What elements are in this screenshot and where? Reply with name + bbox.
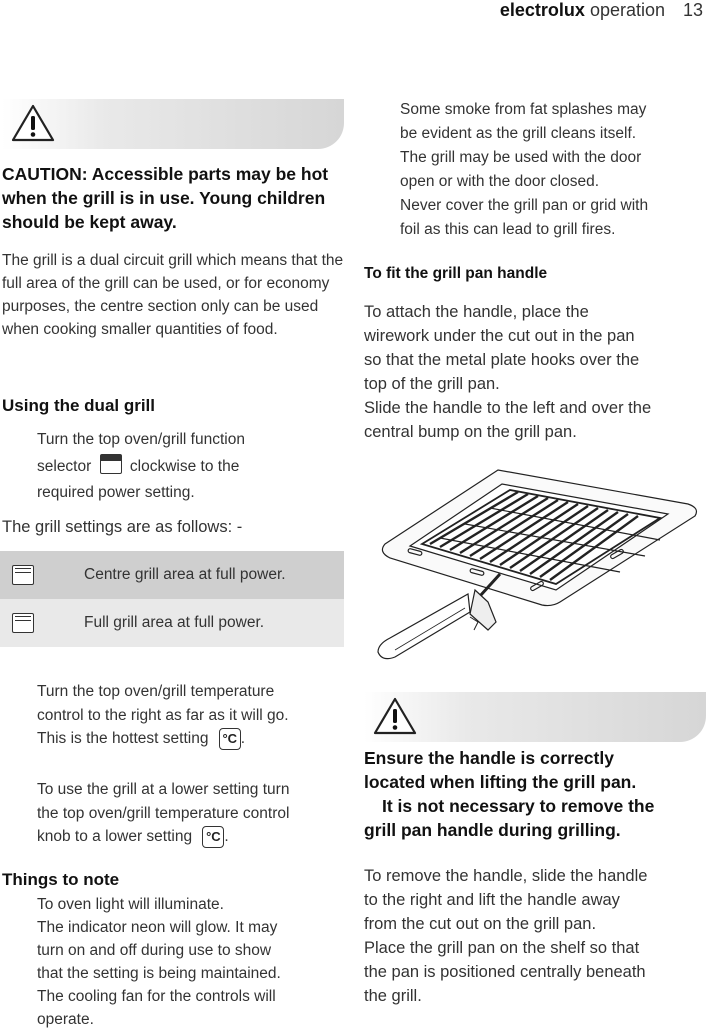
remove-line: the pan is positioned centrally beneath bbox=[364, 963, 646, 981]
lower-line-3: knob to a lower setting °C . bbox=[37, 825, 229, 848]
handle-line: wirework under the cut out in the pan bbox=[364, 327, 635, 345]
grill-pan-illustration bbox=[370, 462, 705, 667]
note-line: To oven light will illuminate. bbox=[37, 896, 224, 913]
handle-line: top of the grill pan. bbox=[364, 375, 500, 393]
brand-name: electrolux bbox=[499, 0, 585, 20]
settings-intro: The grill settings are as follows: - bbox=[2, 518, 243, 536]
centre-grill-icon bbox=[12, 565, 34, 585]
dual-grill-line-2a: selector bbox=[37, 458, 92, 475]
note-line: operate. bbox=[37, 1011, 94, 1028]
warning-line: Ensure the handle is correctly bbox=[364, 748, 614, 768]
warning-line: It is not necessary to remove the bbox=[382, 796, 655, 816]
temp-line-3-text: This is the hottest setting bbox=[37, 730, 209, 747]
note-line: turn on and off during use to show bbox=[37, 942, 272, 959]
caution-text: CAUTION: Accessible parts may be hot when the grill is in use. Young children should be kept away. bbox=[2, 164, 329, 232]
page-number: 13 bbox=[682, 0, 703, 20]
note-line: foil as this can lead to grill fires. bbox=[400, 221, 616, 238]
handle-line: To attach the handle, place the bbox=[364, 303, 589, 321]
temp-line-2: control to the right as far as it will go. bbox=[37, 707, 289, 724]
lower-line-3-text: knob to a lower setting bbox=[37, 828, 193, 845]
grill-settings-table bbox=[0, 551, 344, 647]
note-line: The indicator neon will glow. It may bbox=[37, 919, 278, 936]
handle-line: Slide the handle to the left and over the bbox=[364, 399, 652, 417]
remove-line: from the cut out on the grill pan. bbox=[364, 915, 597, 933]
dual-grill-line-3: required power setting. bbox=[37, 484, 195, 501]
remove-line: the grill. bbox=[364, 987, 422, 1005]
note-line: The grill may be used with the door bbox=[400, 149, 642, 166]
note-line: Never cover the grill pan or grid with bbox=[400, 197, 649, 214]
grill-setting-label: Full grill area at full power. bbox=[84, 614, 265, 631]
notes-continued bbox=[400, 98, 705, 242]
remove-line: Place the grill pan on the shelf so that bbox=[364, 939, 640, 957]
dual-grill-line-2 bbox=[37, 455, 239, 478]
handle-line: so that the metal plate hooks over the bbox=[364, 351, 640, 369]
notes-list bbox=[37, 893, 342, 1031]
section-name: operation bbox=[589, 0, 665, 20]
remove-line: to the right and lift the handle away bbox=[364, 891, 620, 909]
intro-paragraph: The grill is a dual circuit grill which means that the full area of the grill can be used, or for economy purposes, the centre section only can be used when cooking smaller quantities of food. bbox=[2, 252, 344, 338]
full-grill-icon bbox=[12, 613, 34, 633]
note-line: that the setting is being maintained. bbox=[37, 965, 281, 982]
remove-line: To remove the handle, slide the handle bbox=[364, 867, 648, 885]
handle-heading: To fit the grill pan handle bbox=[364, 265, 548, 282]
note-line: The cooling fan for the controls will bbox=[37, 988, 276, 1005]
temp-line-3: This is the hottest setting °C . bbox=[37, 727, 245, 750]
things-to-note-heading: Things to note bbox=[2, 870, 120, 889]
grill-setting-row bbox=[0, 551, 344, 599]
lower-line-1: To use the grill at a lower setting turn bbox=[37, 781, 290, 798]
warning-icon bbox=[10, 103, 56, 143]
warning-icon bbox=[372, 696, 418, 736]
lower-line-2: the top oven/grill temperature control bbox=[37, 805, 290, 822]
temperature-icon: °C bbox=[202, 826, 224, 848]
handle-warning-text bbox=[364, 746, 706, 842]
remove-handle-instructions bbox=[364, 864, 706, 1008]
grill-setting-row bbox=[0, 599, 344, 647]
note-line: be evident as the grill cleans itself. bbox=[400, 125, 637, 142]
handle-instructions bbox=[364, 300, 704, 444]
dual-grill-line-1: Turn the top oven/grill function bbox=[37, 431, 245, 448]
warning-line: located when lifting the grill pan. bbox=[364, 772, 637, 792]
warning-line: grill pan handle during grilling. bbox=[364, 820, 621, 840]
handle-line: central bump on the grill pan. bbox=[364, 423, 577, 441]
caution-banner bbox=[2, 99, 344, 149]
temperature-icon: °C bbox=[219, 728, 241, 750]
grill-setting-label: Centre grill area at full power. bbox=[84, 566, 286, 583]
warning-banner bbox=[364, 692, 706, 742]
dual-grill-heading: Using the dual grill bbox=[2, 396, 156, 415]
page-header bbox=[500, 0, 665, 22]
dual-grill-line-2b: clockwise to the bbox=[129, 458, 240, 475]
note-line: open or with the door closed. bbox=[400, 173, 600, 190]
note-line: Some smoke from fat splashes may bbox=[400, 101, 647, 118]
function-selector-icon bbox=[100, 454, 122, 474]
temp-line-1: Turn the top oven/grill temperature bbox=[37, 683, 275, 700]
